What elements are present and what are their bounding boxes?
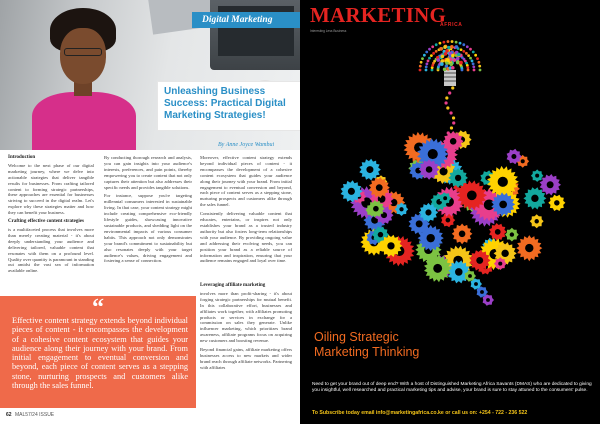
page-number: 62: [6, 412, 12, 418]
idea-dots: [436, 45, 463, 135]
brand-tagline: Interesting Less Business: [310, 29, 347, 33]
headline-box: [158, 82, 300, 130]
advert-page: [300, 0, 600, 424]
column2-paragraph: By conducting thorough research and analysis, you can gain insights into your audience's interests, preferences, and pain points, thereby empowering you to create content that not only captures their attention but also addresses their specific needs and provides tangible solutions.: [104, 155, 192, 190]
ad-heading-line-2: Marketing Thinking: [314, 345, 420, 359]
crafting-paragraph: is a multifaceted process that involves more than merely creating material - it's about deeply understanding your audience and delivering tailored, valuable content that resonates with them on a profound level. Quality over quantity is paramount in standing out amidst the vast sea of information available online.: [8, 226, 94, 274]
byline: By Anne Joyce Wambui: [218, 142, 275, 148]
affiliate-heading: Leveraging affiliate marketing: [200, 283, 266, 288]
article-column-3-lower: [200, 283, 292, 374]
article-headline: Unleashing Business Success: Practical Digital Marketing Strategies!: [164, 86, 286, 121]
column3-paragraph-b: Consistently delivering valuable content that educates, entertains, or inspires not only establishes your brand as a trusted industry authority but also fosters long-term relationships with your audience. By providing ongoing value and addressing their evolving needs, you can position your brand as a reliable source of information and inspiration, ensuring that your audience remains engaged and loyal over time.: [200, 211, 292, 264]
crafting-heading: Crafting effective content strategies: [8, 219, 84, 225]
column2-paragraph-b: For instance, suppose you're targeting millennial consumers interested in sustainable living. In that case, your content strategy might include creating comprehensive eco-friendly lifestyle guides, showcasing innovative sustainable products, and shedding light on the environmental impacts of various consumer habits. This approach not only demonstrates your brand's commitment to sustainability but also resonates deeply with your target audience's values, driving engagement and fostering a sense of connection.: [104, 193, 192, 264]
brand-subword: AFRICA: [440, 22, 463, 28]
gears-brain: [341, 130, 566, 306]
brain-gears-illustration: [300, 36, 600, 306]
affiliate-paragraph: involves more than profit-sharing - it's about forging strategic partnerships for mutual benefit. In this collaborative effort, businesses and affiliates work together, with affiliates promoting products or services in exchange for a commission on sales they generate. Unlike influencer marketing, which prioritizes brand awareness, affiliate programs focus on acquiring new customers and boosting revenue.: [200, 290, 292, 344]
hero-photo: [0, 0, 300, 150]
author-portrait: [26, 8, 146, 150]
brand-logo: [310, 4, 590, 32]
issue-label: MAL57/24 ISSUE: [14, 412, 55, 418]
brand-wordmark: MARKETING: [310, 3, 446, 27]
affiliate-paragraph-b: Beyond financial gains, affiliate marketing offers businesses access to new markets and wider brand reach through affiliate networks. Partnering with affiliates: [200, 347, 292, 370]
ad-heading: [314, 330, 419, 360]
ad-heading-line-1: Oiling Strategic: [314, 330, 399, 344]
intro-paragraph: Welcome to the next phase of our digital marketing journey, where we delve into actionable strategies that deliver tangible results for businesses. From crafting tailored content to forming strategic partnerships, these approaches are essential for businesses striving to succeed in the digital realm. Let's explore why these strategies matter and how they can benefit your business.: [8, 162, 94, 216]
pull-quote: [0, 296, 196, 408]
lightbulb-icon: [444, 70, 456, 86]
page-footer: [6, 412, 54, 418]
laptop-icon: [210, 0, 300, 70]
article-column-2: [104, 155, 192, 267]
intro-heading: Introduction: [8, 155, 36, 160]
ad-body: Need to get your brand out of deep end? With a host of Distinguished Marketing Africa Savants (DMAS) who are dedicated to giving you insightful, well researched and practical marketing tips and advise, your brand is sure to stay attuned to the consumers' pulse.: [312, 382, 592, 393]
article-column-3: [200, 155, 292, 267]
subscribe-cta[interactable]: To Subscribe today email info@marketingafrica.co.ke or call us on: +254 - 722 - 236 522: [312, 410, 528, 416]
column3-paragraph: Moreover, effective content strategy extends beyond individual pieces of content - it encompasses the development of a cohesive content ecosystem that guides your audience along their journey with your brand. From initial engagement to eventual conversion and beyond, each piece of content serves as a stepping stone, nurturing prospects and customers alike through the sales funnel.: [200, 155, 292, 208]
pull-quote-text: Effective content strategy extends beyond individual pieces of content - it encompasses the development of a cohesive content ecosystem that guides your audience along their journey with your brand. From initial engagement to eventual conversion and beyond, each piece of content serves as a stepping stone, nurturing prospects and customers alike through the sales funnel.: [12, 316, 188, 391]
article-column-1: [8, 155, 94, 277]
section-tag: Digital Marketing: [192, 12, 300, 28]
quote-mark-icon: “: [92, 295, 104, 321]
